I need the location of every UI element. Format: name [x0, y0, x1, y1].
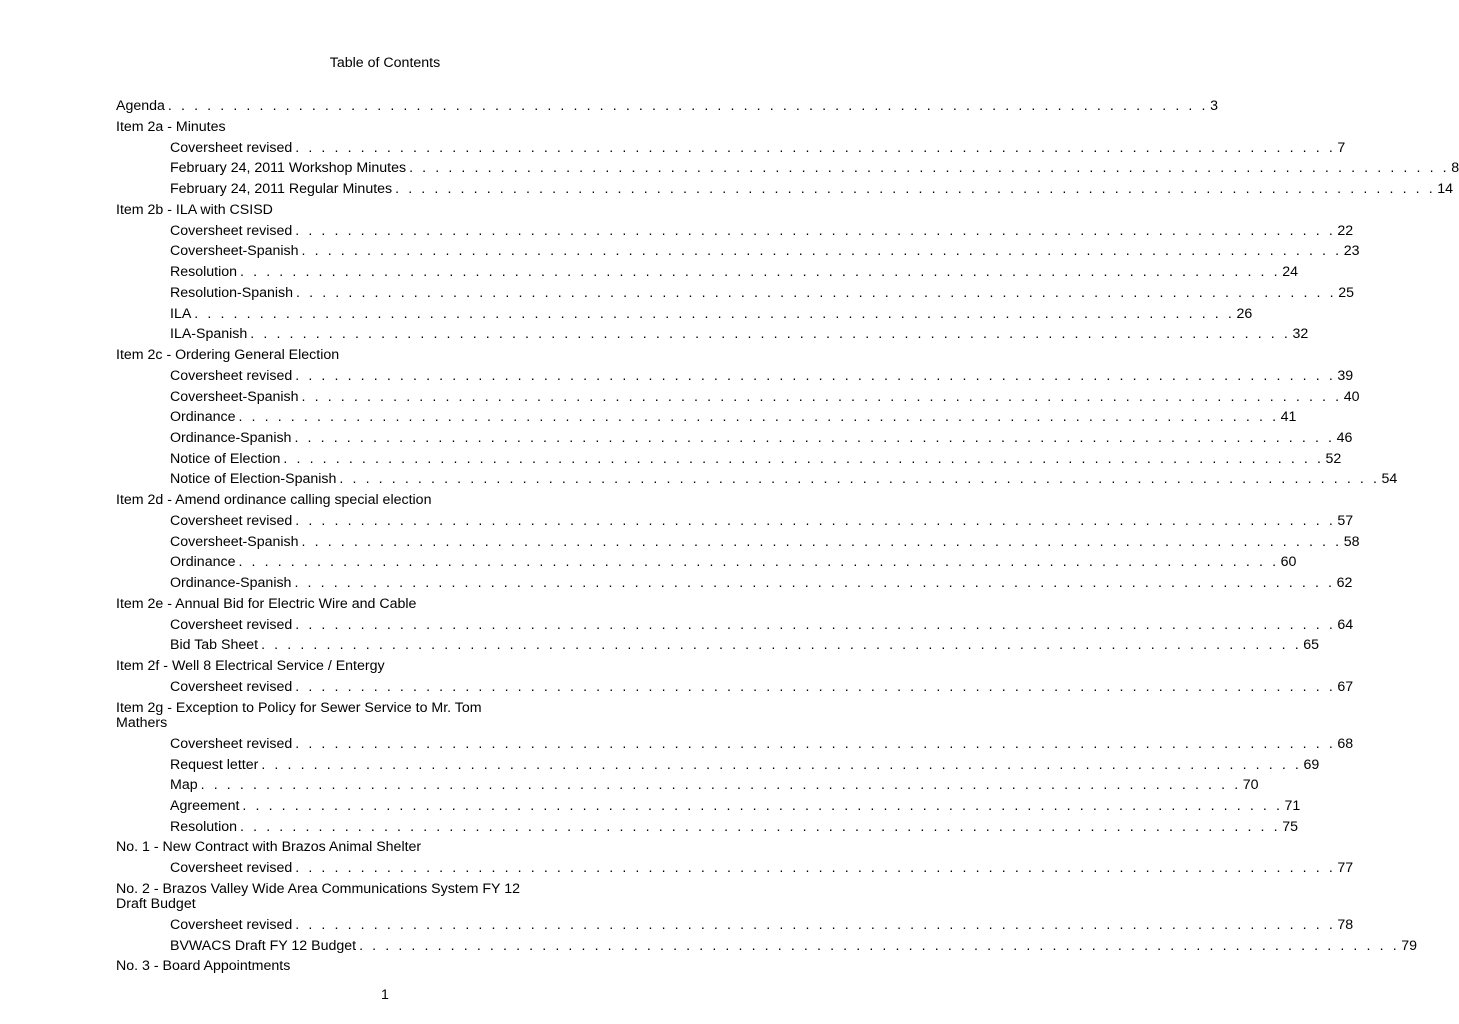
toc-entry-page: 39 — [1337, 367, 1354, 384]
toc-entry-page: 8 — [1451, 160, 1459, 177]
toc-entry-label: February 24, 2011 Workshop Minutes — [170, 160, 407, 177]
toc-entry-page: 22 — [1337, 222, 1354, 239]
toc-entry[interactable] — [116, 796, 1301, 817]
page-number: 1 — [381, 987, 389, 1003]
toc-entry[interactable] — [116, 552, 1297, 573]
dot-leader: . . . . . . . . . . . . . . . . . . . . . . . . . . . . . . . . . . . . . . . . . . . . . . . . . . . . . . . . . . . . . . . . . . . . . . . . . . . . . . . . — [301, 243, 1342, 260]
toc-section-heading[interactable]: Item 2b - ILA with CSISD — [116, 201, 273, 218]
toc-entry-page: 23 — [1343, 243, 1360, 260]
toc-entry[interactable] — [116, 532, 1360, 553]
toc-entry-label: Agreement — [170, 797, 240, 814]
dot-leader: . . . . . . . . . . . . . . . . . . . . . . . . . . . . . . . . . . . . . . . . . . . . . . . . . . . . . . . . . . . . . . . . . . . . . . . . . . . . . . . . — [295, 139, 1336, 156]
dot-leader: . . . . . . . . . . . . . . . . . . . . . . . . . . . . . . . . . . . . . . . . . . . . . . . . . . . . . . . . . . . . . . . . . . . . . . . . . . . . . . . . — [294, 429, 1335, 446]
toc-section-heading[interactable]: Item 2a - Minutes — [116, 118, 226, 135]
toc-entry[interactable] — [116, 283, 1354, 304]
toc-section — [116, 345, 1398, 490]
dot-leader: . . . . . . . . . . . . . . . . . . . . . . . . . . . . . . . . . . . . . . . . . . . . . . . . . . . . . . . . . . . . . . . . . . . . . . . . . . . . . . . . — [339, 471, 1380, 488]
toc-entry-page: 60 — [1280, 554, 1297, 571]
dot-leader: . . . . . . . . . . . . . . . . . . . . . . . . . . . . . . . . . . . . . . . . . . . . . . . . . . . . . . . . . . . . . . . . . . . . . . . . . . . . . . . . — [261, 637, 1302, 654]
toc-entry-label: BVWACS Draft FY 12 Budget — [170, 937, 357, 954]
toc-section-heading[interactable]: Item 2e - Annual Bid for Electric Wire and Cable — [116, 595, 417, 612]
toc-entry-label: Resolution — [170, 264, 238, 281]
toc-entry-page: 71 — [1284, 797, 1301, 814]
toc-entry[interactable] — [116, 304, 1253, 325]
toc-section — [116, 117, 1459, 200]
dot-leader: . . . . . . . . . . . . . . . . . . . . . . . . . . . . . . . . . . . . . . . . . . . . . . . . . . . . . . . . . . . . . . . . . . . . . . . . . . . . . . . . — [194, 305, 1235, 322]
toc-entry-page: 70 — [1242, 777, 1259, 794]
toc-entry-label: Bid Tab Sheet — [170, 637, 259, 654]
toc-entry-page: 41 — [1280, 409, 1297, 426]
toc-entry-label: ILA — [170, 305, 192, 322]
toc-entry-label: Ordinance-Spanish — [170, 575, 292, 592]
toc-entry-page: 62 — [1336, 575, 1353, 592]
toc-entry-page: 79 — [1401, 937, 1418, 954]
dot-leader: . . . . . . . . . . . . . . . . . . . . . . . . . . . . . . . . . . . . . . . . . . . . . . . . . . . . . . . . . . . . . . . . . . . . . . . . . . . . . . . . — [296, 284, 1337, 301]
toc-section-heading[interactable]: Item 2d - Amend ordinance calling special election — [116, 492, 432, 508]
toc-entry[interactable] — [116, 428, 1353, 449]
toc-section — [116, 656, 1354, 698]
toc-entry-page: 75 — [1282, 818, 1298, 835]
toc-entry-page: 54 — [1381, 471, 1398, 488]
toc-entry[interactable] — [116, 817, 1298, 838]
toc-entry[interactable] — [116, 677, 1354, 698]
toc-entry[interactable] — [116, 615, 1354, 636]
toc-entry[interactable] — [116, 96, 1218, 117]
toc-entry[interactable] — [116, 936, 1418, 957]
toc-entry-label: Coversheet revised — [170, 139, 293, 156]
toc-entry-label: Coversheet revised — [170, 222, 293, 239]
toc-section-heading[interactable]: No. 1 - New Contract with Brazos Animal Shelter — [116, 839, 422, 856]
dot-leader: . . . . . . . . . . . . . . . . . . . . . . . . . . . . . . . . . . . . . . . . . . . . . . . . . . . . . . . . . . . . . . . . . . . . . . . . . . . . . . . . — [238, 554, 1279, 571]
toc-section-heading[interactable]: No. 2 - Brazos Valley Wide Area Communications System FY 12 Draft Budget — [116, 880, 520, 912]
toc-section — [116, 837, 1354, 879]
toc-entry-page: 14 — [1437, 181, 1454, 198]
toc-entry-label: Coversheet revised — [170, 916, 293, 933]
toc-entry-page: 64 — [1337, 616, 1354, 633]
toc-entry-page: 78 — [1337, 916, 1354, 933]
toc-section — [116, 879, 1418, 956]
toc-entry[interactable] — [116, 858, 1354, 879]
toc-entry-page: 24 — [1282, 264, 1298, 281]
toc-entry-page: 32 — [1292, 326, 1309, 343]
dot-leader: . . . . . . . . . . . . . . . . . . . . . . . . . . . . . . . . . . . . . . . . . . . . . . . . . . . . . . . . . . . . . . . . . . . . . . . . . . . . . . . . — [295, 916, 1336, 933]
toc-entry-page: 67 — [1337, 679, 1354, 696]
toc-entry[interactable] — [116, 407, 1297, 428]
toc-section-heading[interactable]: Item 2f - Well 8 Electrical Service / Entergy — [116, 658, 385, 675]
dot-leader: . . . . . . . . . . . . . . . . . . . . . . . . . . . . . . . . . . . . . . . . . . . . . . . . . . . . . . . . . . . . . . . . . . . . . . . . . . . . . . . . — [250, 326, 1291, 343]
dot-leader: . . . . . . . . . . . . . . . . . . . . . . . . . . . . . . . . . . . . . . . . . . . . . . . . . . . . . . . . . . . . . . . . . . . . . . . . . . . . . . . . — [295, 679, 1336, 696]
toc-entry-label: February 24, 2011 Regular Minutes — [170, 181, 393, 198]
dot-leader: . . . . . . . . . . . . . . . . . . . . . . . . . . . . . . . . . . . . . . . . . . . . . . . . . . . . . . . . . . . . . . . . . . . . . . . . . . . . . . . . — [294, 575, 1335, 592]
toc-entry-label: Resolution-Spanish — [170, 284, 294, 301]
toc-entry[interactable] — [116, 138, 1346, 159]
toc-entry-page: 57 — [1337, 513, 1354, 529]
toc-entry-label: Ordinance — [170, 409, 236, 426]
page-title: Table of Contents — [329, 55, 441, 71]
toc-entry-label: Coversheet revised — [170, 513, 293, 529]
toc-entry[interactable] — [116, 775, 1259, 796]
toc-entry-page: 77 — [1337, 860, 1354, 877]
toc-entry-page: 25 — [1338, 284, 1354, 301]
toc-entry-label: Coversheet revised — [170, 616, 293, 633]
dot-leader: . . . . . . . . . . . . . . . . . . . . . . . . . . . . . . . . . . . . . . . . . . . . . . . . . . . . . . . . . . . . . . . . . . . . . . . . . . . . . . . . — [167, 98, 1209, 114]
toc-entry-label: Coversheet-Spanish — [170, 243, 299, 260]
toc-entry[interactable] — [116, 262, 1298, 283]
toc-section-heading[interactable]: Item 2g - Exception to Policy for Sewer Service to Mr. Tom Mathers — [116, 699, 482, 731]
dot-leader: . . . . . . . . . . . . . . . . . . . . . . . . . . . . . . . . . . . . . . . . . . . . . . . . . . . . . . . . . . . . . . . . . . . . . . . . . . . . . . . . — [295, 513, 1336, 529]
toc-entry-page: 7 — [1337, 139, 1346, 156]
toc-entry-label: Ordinance-Spanish — [170, 429, 292, 446]
toc-entry[interactable] — [116, 387, 1360, 408]
toc-section — [116, 490, 1360, 594]
dot-leader: . . . . . . . . . . . . . . . . . . . . . . . . . . . . . . . . . . . . . . . . . . . . . . . . . . . . . . . . . . . . . . . . . . . . . . . . . . . . . . . . — [295, 616, 1336, 633]
toc-entry[interactable] — [116, 755, 1320, 776]
toc-entry-label: Notice of Election-Spanish — [170, 471, 337, 488]
toc-entry-page: 3 — [1210, 98, 1218, 114]
toc-entry-label: Request letter — [170, 756, 259, 773]
toc-entry-label: ILA-Spanish — [170, 326, 248, 343]
toc-entry-page: 26 — [1236, 305, 1253, 322]
toc-entry[interactable] — [116, 366, 1354, 387]
toc-section — [116, 956, 616, 977]
dot-leader: . . . . . . . . . . . . . . . . . . . . . . . . . . . . . . . . . . . . . . . . . . . . . . . . . . . . . . . . . . . . . . . . . . . . . . . . . . . . . . . . — [395, 181, 1436, 198]
table-of-contents — [116, 96, 1459, 977]
toc-section — [116, 200, 1360, 345]
toc-entry[interactable] — [116, 221, 1354, 242]
toc-entry[interactable] — [116, 734, 1354, 755]
toc-entry[interactable] — [116, 915, 1354, 936]
toc-entry-label: Agenda — [116, 98, 165, 114]
dot-leader: . . . . . . . . . . . . . . . . . . . . . . . . . . . . . . . . . . . . . . . . . . . . . . . . . . . . . . . . . . . . . . . . . . . . . . . . . . . . . . . . — [301, 388, 1342, 405]
dot-leader: . . . . . . . . . . . . . . . . . . . . . . . . . . . . . . . . . . . . . . . . . . . . . . . . . . . . . . . . . . . . . . . . . . . . . . . . . . . . . . . . — [240, 818, 1281, 835]
toc-section — [116, 698, 1354, 837]
toc-entry-page: 68 — [1337, 735, 1354, 752]
toc-section-heading[interactable]: No. 3 - Board Appointments — [116, 958, 291, 975]
dot-leader: . . . . . . . . . . . . . . . . . . . . . . . . . . . . . . . . . . . . . . . . . . . . . . . . . . . . . . . . . . . . . . . . . . . . . . . . . . . . . . . . — [295, 735, 1336, 752]
toc-entry[interactable] — [116, 449, 1342, 470]
toc-entry-label: Coversheet-Spanish — [170, 388, 299, 405]
dot-leader: . . . . . . . . . . . . . . . . . . . . . . . . . . . . . . . . . . . . . . . . . . . . . . . . . . . . . . . . . . . . . . . . . . . . . . . . . . . . . . . . — [240, 264, 1281, 281]
dot-leader: . . . . . . . . . . . . . . . . . . . . . . . . . . . . . . . . . . . . . . . . . . . . . . . . . . . . . . . . . . . . . . . . . . . . . . . . . . . . . . . . — [295, 367, 1336, 384]
toc-entry-label: Map — [170, 777, 198, 794]
toc-entry[interactable] — [116, 241, 1360, 262]
toc-entry-page: 52 — [1325, 450, 1342, 467]
toc-entry[interactable] — [116, 573, 1353, 594]
toc-entry-page: 58 — [1343, 533, 1360, 550]
toc-entry-page: 40 — [1343, 388, 1360, 405]
toc-entry-page: 46 — [1336, 429, 1353, 446]
toc-entry[interactable] — [116, 635, 1320, 656]
dot-leader: . . . . . . . . . . . . . . . . . . . . . . . . . . . . . . . . . . . . . . . . . . . . . . . . . . . . . . . . . . . . . . . . . . . . . . . . . . . . . . . . — [261, 756, 1302, 773]
toc-entry-label: Ordinance — [170, 554, 236, 571]
toc-entry-label: Coversheet revised — [170, 679, 293, 696]
toc-entry-label: Coversheet revised — [170, 735, 293, 752]
toc-section-heading[interactable]: Item 2c - Ordering General Election — [116, 346, 340, 363]
toc-entry-page: 65 — [1303, 637, 1320, 654]
dot-leader: . . . . . . . . . . . . . . . . . . . . . . . . . . . . . . . . . . . . . . . . . . . . . . . . . . . . . . . . . . . . . . . . . . . . . . . . . . . . . . . . — [200, 777, 1241, 794]
toc-entry-label: Coversheet revised — [170, 367, 293, 384]
dot-leader: . . . . . . . . . . . . . . . . . . . . . . . . . . . . . . . . . . . . . . . . . . . . . . . . . . . . . . . . . . . . . . . . . . . . . . . . . . . . . . . . — [283, 450, 1324, 467]
toc-entry[interactable] — [116, 158, 1459, 179]
toc-entry-label: Resolution — [170, 818, 238, 835]
dot-leader: . . . . . . . . . . . . . . . . . . . . . . . . . . . . . . . . . . . . . . . . . . . . . . . . . . . . . . . . . . . . . . . . . . . . . . . . . . . . . . . . — [295, 860, 1336, 877]
dot-leader: . . . . . . . . . . . . . . . . . . . . . . . . . . . . . . . . . . . . . . . . . . . . . . . . . . . . . . . . . . . . . . . . . . . . . . . . . . . . . . . . — [242, 797, 1283, 814]
toc-entry-label: Notice of Election — [170, 450, 281, 467]
dot-leader: . . . . . . . . . . . . . . . . . . . . . . . . . . . . . . . . . . . . . . . . . . . . . . . . . . . . . . . . . . . . . . . . . . . . . . . . . . . . . . . . — [295, 222, 1336, 239]
toc-section — [116, 594, 1354, 656]
toc-entry-label: Coversheet-Spanish — [170, 533, 299, 550]
dot-leader: . . . . . . . . . . . . . . . . . . . . . . . . . . . . . . . . . . . . . . . . . . . . . . . . . . . . . . . . . . . . . . . . . . . . . . . . . . . . . . . . — [238, 409, 1279, 426]
dot-leader: . . . . . . . . . . . . . . . . . . . . . . . . . . . . . . . . . . . . . . . . . . . . . . . . . . . . . . . . . . . . . . . . . . . . . . . . . . . . . . . . — [409, 160, 1450, 177]
toc-entry-page: 69 — [1303, 756, 1320, 773]
toc-entry[interactable] — [116, 179, 1454, 200]
toc-entry[interactable] — [116, 469, 1398, 490]
dot-leader: . . . . . . . . . . . . . . . . . . . . . . . . . . . . . . . . . . . . . . . . . . . . . . . . . . . . . . . . . . . . . . . . . . . . . . . . . . . . . . . . — [301, 533, 1342, 550]
dot-leader: . . . . . . . . . . . . . . . . . . . . . . . . . . . . . . . . . . . . . . . . . . . . . . . . . . . . . . . . . . . . . . . . . . . . . . . . . . . . . . . . — [359, 937, 1400, 954]
toc-entry[interactable] — [116, 511, 1354, 532]
toc-entry[interactable] — [116, 324, 1309, 345]
toc-entry-label: Coversheet revised — [170, 860, 293, 877]
